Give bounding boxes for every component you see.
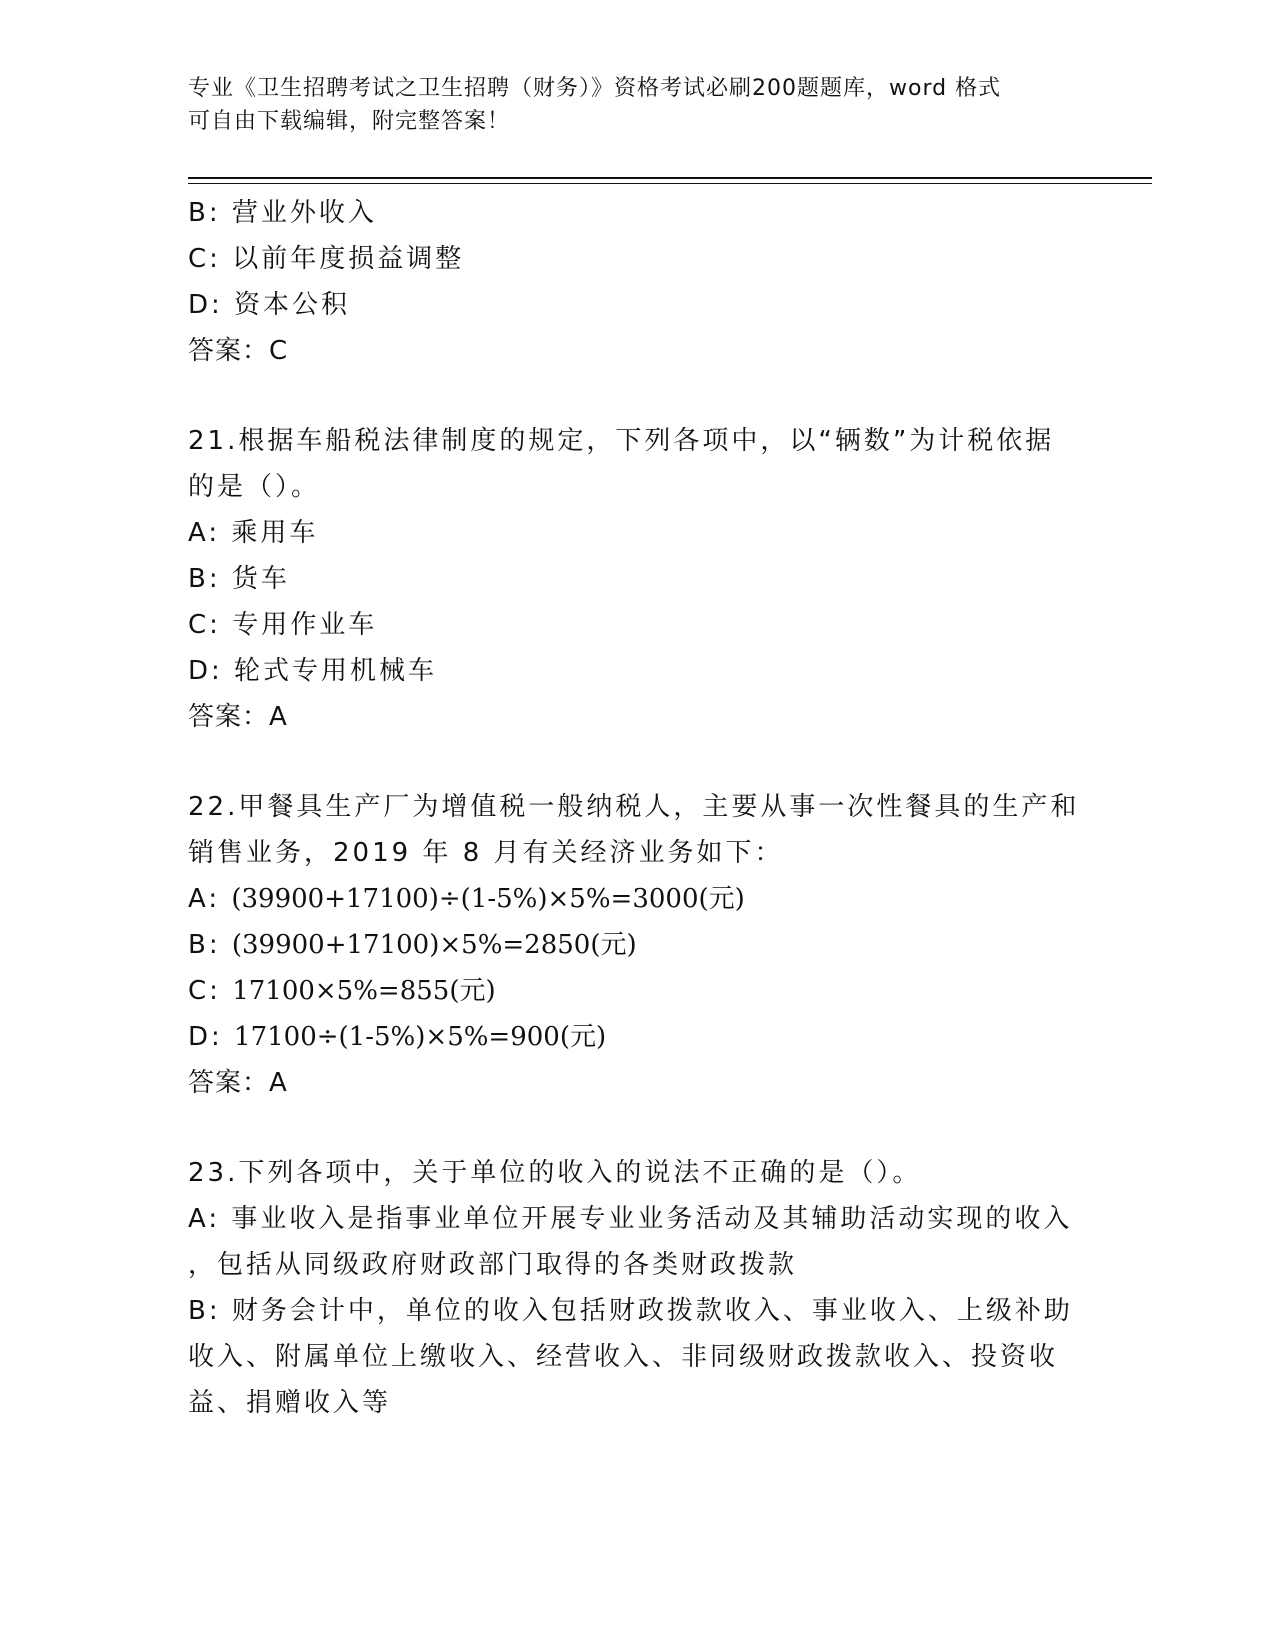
option-b: B: 财务会计中，单位的收入包括财政拨款收入、事业收入、上级补助 <box>188 1296 1073 1326</box>
header-rule-thick <box>188 177 1152 179</box>
option-b: B: (39900+17100)×5%=2850(元) <box>188 930 637 960</box>
question-stem-cont: 的是（）。 <box>188 472 321 502</box>
question-stem-cont: 销售业务，2019 年 8 月有关经济业务如下： <box>188 838 784 868</box>
option-b-cont-2: 益、捐赠收入等 <box>188 1388 392 1418</box>
document-header <box>188 72 1068 138</box>
question-list <box>188 190 1088 1426</box>
option-c: C: 专用作业车 <box>188 610 378 640</box>
header-rule-thin <box>188 183 1152 184</box>
question-23 <box>188 1150 1088 1426</box>
question-prev <box>188 190 1088 374</box>
option-a: A: 乘用车 <box>188 518 319 548</box>
header-line-2: 可自由下载编辑，附完整答案！ <box>188 109 511 134</box>
option-b-cont: 收入、附属单位上缴收入、经营收入、非同级财政拨款收入、投资收 <box>188 1342 1059 1372</box>
option-d: D: 资本公积 <box>188 290 351 320</box>
option-d: D: 17100÷(1-5%)×5%=900(元) <box>188 1022 607 1052</box>
option-a: A: 事业收入是指事业单位开展专业业务活动及其辅助活动实现的收入 <box>188 1204 1073 1234</box>
question-stem: 23.下列各项中，关于单位的收入的说法不正确的是（）。 <box>188 1158 922 1188</box>
question-22 <box>188 784 1088 1106</box>
question-stem: 22.甲餐具生产厂为增值税一般纳税人，主要从事一次性餐具的生产和 <box>188 792 1080 822</box>
answer-line: 答案：A <box>188 1068 288 1098</box>
option-b: B: 营业外收入 <box>188 198 377 228</box>
question-21 <box>188 418 1088 740</box>
answer-line: 答案：C <box>188 336 289 366</box>
header-line-1: 专业《卫生招聘考试之卫生招聘（财务）》资格考试必刷200题题库，word 格式 <box>188 76 1002 101</box>
option-a-cont: ，包括从同级政府财政部门取得的各类财政拨款 <box>188 1250 798 1280</box>
option-b: B: 货车 <box>188 564 290 594</box>
question-stem: 21.根据车船税法律制度的规定，下列各项中，以“辆数”为计税依据 <box>188 426 1055 456</box>
option-c: C: 17100×5%=855(元) <box>188 976 496 1006</box>
option-c: C: 以前年度损益调整 <box>188 244 465 274</box>
answer-line: 答案：A <box>188 702 288 732</box>
option-d: D: 轮式专用机械车 <box>188 656 438 686</box>
option-a: A: (39900+17100)÷(1-5%)×5%=3000(元) <box>188 884 745 914</box>
